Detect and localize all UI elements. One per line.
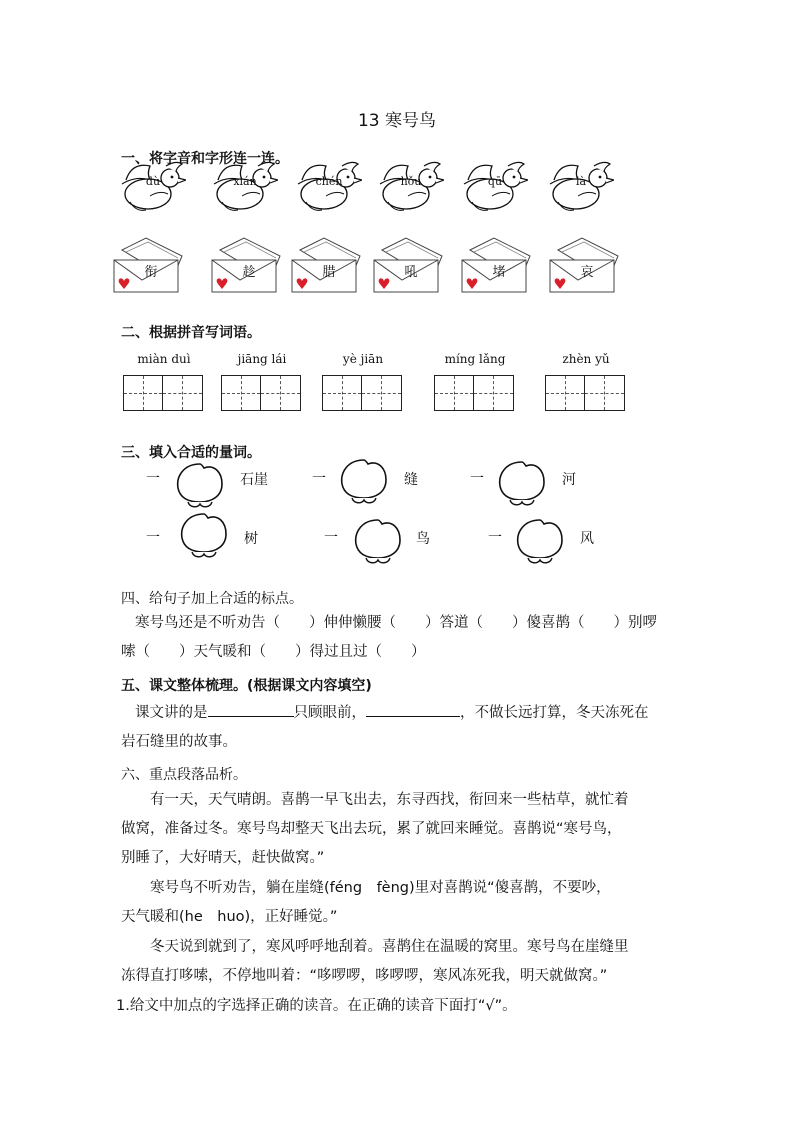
punctuation-line-1: 寒号鸟还是不听劝告（ ）伸伸懒腰（ ）答道（ ）傻喜鹊（ ）别啰 xyxy=(135,615,657,631)
bird-pinyin-4 xyxy=(378,160,444,218)
bird-icon xyxy=(120,160,186,218)
bird-pinyin-text: chén xyxy=(315,175,343,188)
grid-cell[interactable] xyxy=(546,376,585,410)
passage-line: 有一天，天气晴朗。喜鹊一早飞出去，东寻西找，衔回来一些枯草，就忙着 xyxy=(150,792,629,808)
summary-line-1 xyxy=(135,699,680,728)
summary-blank-2[interactable] xyxy=(366,700,460,717)
envelope-char-2 xyxy=(210,236,278,294)
grid-cell[interactable] xyxy=(474,376,513,410)
envelope-char-text: 衔 xyxy=(144,265,158,280)
envelope-char-text: 堵 xyxy=(492,265,506,280)
envelope-char-text: 腊 xyxy=(322,265,336,280)
measure-dash: 一 xyxy=(146,530,160,546)
bird-pinyin-2 xyxy=(212,160,278,218)
grid-cell[interactable] xyxy=(362,376,401,410)
grid-cell[interactable] xyxy=(163,376,202,410)
envelope-char-6 xyxy=(548,236,616,294)
bird-pinyin-6 xyxy=(548,160,614,218)
passage-line: 寒号鸟不听劝告，躺在崖缝(féng fèng)里对喜鹊说“傻喜鹊，不要吵， xyxy=(150,880,611,896)
passage-line: 冻得直打哆嗦，不停地叫着：“哆啰啰，哆啰啰，寒风冻死我，明天就做窝。” xyxy=(121,968,608,984)
measure-dash: 一 xyxy=(324,530,338,546)
bird-pinyin-3 xyxy=(296,160,362,218)
measure-word: 树 xyxy=(244,531,258,547)
bird-pinyin-1 xyxy=(120,160,186,218)
envelope-char-5 xyxy=(460,236,528,294)
measure-dash: 一 xyxy=(146,471,160,487)
bird-pinyin-text: hǒu xyxy=(400,175,422,188)
envelope-char-4 xyxy=(372,236,440,294)
bird-icon xyxy=(378,160,444,218)
bird-pinyin-text: là xyxy=(575,175,587,188)
section-3-heading: 三、填入合适的量词。 xyxy=(121,445,261,461)
section-4-heading: 四、给句子加上合适的标点。 xyxy=(121,591,303,607)
measure-word: 河 xyxy=(562,472,576,488)
measure-word: 鸟 xyxy=(416,531,430,547)
measure-word: 石崖 xyxy=(240,472,268,488)
bird-icon xyxy=(462,160,528,218)
summary-text-b: 只顾眼前， xyxy=(293,705,366,721)
punctuation-line-2: 嗦（ ）天气暖和（ ）得过且过（ ） xyxy=(121,644,426,660)
measure-dash: 一 xyxy=(488,530,502,546)
writing-grid-4[interactable] xyxy=(434,375,514,411)
grid-cell[interactable] xyxy=(261,376,300,410)
grid-cell[interactable] xyxy=(323,376,362,410)
grid-cell[interactable] xyxy=(124,376,163,410)
envelope-char-text: 趁 xyxy=(242,265,256,280)
summary-line-2: 岩石缝里的故事。 xyxy=(121,734,237,750)
peach-blank-icon[interactable] xyxy=(352,514,404,564)
bird-pinyin-5 xyxy=(462,160,528,218)
measure-word: 风 xyxy=(580,531,594,547)
grid-cell[interactable] xyxy=(585,376,624,410)
envelope-char-1 xyxy=(112,236,180,294)
section-6-heading: 六、重点段落品析。 xyxy=(121,767,247,783)
grid-cell[interactable] xyxy=(222,376,261,410)
peach-blank-icon[interactable] xyxy=(338,454,390,504)
pinyin-label-1: miàn duì xyxy=(137,352,191,366)
question-1: 1.给文中加点的字选择正确的读音。在正确的读音下面打“√”。 xyxy=(116,998,517,1014)
writing-grid-5[interactable] xyxy=(545,375,625,411)
peach-blank-icon[interactable] xyxy=(174,458,226,508)
pinyin-label-4: míng lǎng xyxy=(444,352,506,366)
writing-grid-2[interactable] xyxy=(221,375,301,411)
bird-pinyin-text: qū xyxy=(487,175,503,188)
peach-blank-icon[interactable] xyxy=(178,508,230,558)
section-1-heading: 一、将字音和字形连一连。 xyxy=(121,151,289,167)
section-5-heading: 五、课文整体梳理。(根据课文内容填空) xyxy=(121,678,372,694)
peach-blank-icon[interactable] xyxy=(514,514,566,564)
page-title: 13 寒号鸟 xyxy=(357,111,437,131)
passage-line: 做窝，准备过冬。寒号鸟却整天飞出去玩，累了就回来睡觉。喜鹊说“寒号鸟， xyxy=(121,821,622,837)
bird-pinyin-text: xián xyxy=(233,175,257,188)
grid-cell[interactable] xyxy=(435,376,474,410)
section-2-heading: 二、根据拼音写词语。 xyxy=(121,325,261,341)
measure-word: 缝 xyxy=(404,472,418,488)
envelope-char-text: 哀 xyxy=(580,265,594,280)
writing-grid-3[interactable] xyxy=(322,375,402,411)
passage-line: 冬天说到就到了，寒风呼呼地刮着。喜鹊住在温暖的窝里。寒号鸟在崖缝里 xyxy=(150,939,629,955)
pinyin-label-2: jiāng lái xyxy=(237,352,287,366)
envelope-char-text: 吼 xyxy=(404,265,418,280)
pinyin-label-3: yè jiān xyxy=(342,352,384,366)
passage-line: 天气暖和(he huo)，正好睡觉。” xyxy=(121,909,338,925)
bird-icon xyxy=(212,160,278,218)
measure-dash: 一 xyxy=(312,471,326,487)
bird-icon xyxy=(548,160,614,218)
bird-pinyin-text: dù xyxy=(145,175,161,188)
bird-icon xyxy=(296,160,362,218)
envelope-char-3 xyxy=(290,236,358,294)
summary-text-a: 课文讲的是 xyxy=(135,705,208,721)
summary-text-c: ，不做长远打算，冬天冻死在 xyxy=(460,705,649,721)
pinyin-label-5: zhèn yǔ xyxy=(562,352,610,366)
passage-line: 别睡了，大好晴天，赶快做窝。” xyxy=(121,850,325,866)
summary-blank-1[interactable] xyxy=(208,700,294,717)
writing-grid-1[interactable] xyxy=(123,375,203,411)
measure-dash: 一 xyxy=(470,471,484,487)
peach-blank-icon[interactable] xyxy=(496,456,548,506)
